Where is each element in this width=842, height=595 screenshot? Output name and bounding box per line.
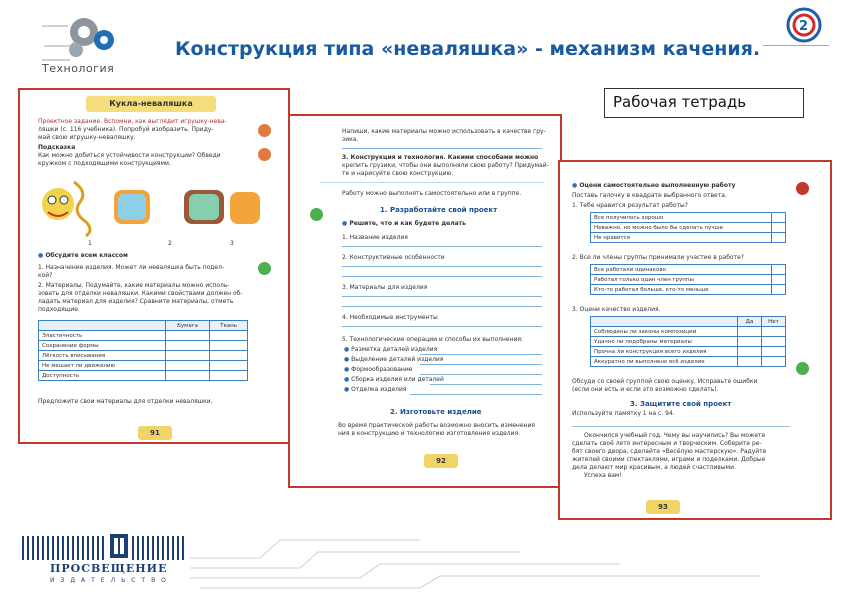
table-cell: Аккуратно ли выполнено всё изделие [591, 357, 738, 367]
checkbox-cell[interactable] [772, 233, 786, 243]
workbook-page-91 [18, 88, 290, 444]
ruled-line [342, 246, 542, 247]
star-icon [310, 208, 323, 221]
checkbox-cell[interactable] [738, 337, 762, 347]
page1-hint: Подсказка [38, 144, 76, 151]
table-cell: Работал только один член группы [591, 275, 772, 285]
svg-text:2: 2 [799, 19, 809, 34]
table-cell: Прочна ли конструкция всего изделия [591, 347, 738, 357]
page-number: 91 [138, 426, 172, 440]
checkbox-cell[interactable] [210, 351, 248, 361]
checkbox-cell[interactable] [772, 285, 786, 295]
materials-table [38, 320, 248, 381]
page3-line: (если они есть и если это возможно сделать). [572, 386, 719, 393]
make-heading: 2. Изготовьте изделие [390, 408, 482, 416]
table-cell: Сохранение формы [39, 341, 166, 351]
page1-line: кружком с подходящими конструкциями. [38, 160, 171, 167]
table-cell: Эластичность [39, 331, 166, 341]
page3-line: Обсуди со своей группой свою оценку. Исправьте ошибки [572, 378, 758, 385]
checkbox-cell[interactable] [738, 357, 762, 367]
defend-heading: 3. Защитите свой проект [630, 400, 732, 408]
page1-line: Как можно добиться устойчивости конструкции? Обведи [38, 152, 221, 159]
table-header: Бумага [166, 321, 210, 331]
checkbox-cell[interactable] [762, 357, 786, 367]
table-row [591, 265, 786, 275]
title-divider [763, 45, 829, 46]
page1-line: май свою игрушку-неваляшку. [38, 134, 136, 141]
page1-banner: Кукла-неваляшка [86, 96, 216, 112]
table-header: Ткань [210, 321, 248, 331]
checkbox-cell[interactable] [166, 371, 210, 381]
table-cell: Не мешает ли движению [39, 361, 166, 371]
table-row [591, 233, 786, 243]
page1-line: ладать материал для изделия? Сравните материалы, отметь [38, 298, 234, 305]
final-text: дела делают мир красивым, а людей счастливыми. [572, 464, 736, 471]
table-cell: Неважно, но можно было бы сделать лучше [591, 223, 772, 233]
page1-line: ляшки (с. 116 учебника). Попробуй изобразить. Приду- [38, 126, 214, 133]
page-number: 93 [646, 500, 680, 514]
final-text: Успеха вам! [584, 472, 622, 479]
checkbox-cell[interactable] [772, 223, 786, 233]
ruled-line [342, 306, 542, 307]
project-heading: 1. Разработайте свой проект [380, 206, 498, 214]
ruled-line [420, 364, 542, 365]
table-cell: Все работали одинаково [591, 265, 772, 275]
page-title: Конструкция типа «неваляшка» - механизм качения. [175, 38, 761, 60]
operation-item: ● Формообразование [344, 366, 412, 374]
project-item: 5. Технологические операции и способы их выполнения: [342, 336, 524, 343]
page3-line: Используйте памятку 1 на с. 94. [572, 410, 675, 417]
checkbox-cell[interactable] [772, 265, 786, 275]
ruled-line [342, 276, 542, 277]
project-item: 4. Необходимые инструменты [342, 314, 438, 321]
ruled-line [410, 394, 542, 395]
table-cell: Кто-то работал больше, кто-то меньше [591, 285, 772, 295]
ruled-line [342, 326, 542, 327]
ruled-line [342, 296, 542, 297]
page1-line: зовать для отделки неваляшки. Какими свойствами должен об- [38, 290, 243, 297]
page2-line: Напиши, какие материалы можно использовать в качестве гру- [342, 128, 546, 135]
final-text: Окончился учебный год. Чему вы научились? Вы можете [584, 432, 766, 439]
checkbox-cell[interactable] [166, 361, 210, 371]
project-item: 2. Конструктивные особенности [342, 254, 445, 261]
publisher-name: ПРОСВЕЩЕНИЕ [50, 562, 168, 575]
work-note: Работу можно выполнять самостоятельно или в группе. [342, 190, 522, 197]
q1-table [590, 212, 786, 243]
page-number: 92 [424, 454, 458, 468]
figure-label: 2 [168, 240, 172, 247]
checkbox-cell[interactable] [210, 331, 248, 341]
star-badge-icon [796, 182, 809, 195]
table-row [591, 357, 786, 367]
question: 1. Тебе нравится результат работы? [572, 202, 688, 209]
page2-section: 3. Конструкция и технология. Какими способами можно [342, 154, 539, 161]
checkbox-cell[interactable] [762, 327, 786, 337]
checkbox-cell[interactable] [166, 341, 210, 351]
magnifier-icon [258, 148, 271, 161]
ruled-line [342, 266, 542, 267]
table-row [591, 285, 786, 295]
table-row [39, 341, 248, 351]
checkbox-cell[interactable] [738, 347, 762, 357]
table-row [39, 371, 248, 381]
page3-line: Поставь галочку в квадрате выбранного ответа. [572, 192, 727, 199]
q2-table [590, 264, 786, 295]
ruled-line [320, 182, 544, 183]
table-header [39, 321, 166, 331]
page1-line: 1. Назначение изделия. Может ли неваляшка быть подел- [38, 264, 225, 271]
final-text: бят своего двора, сделайте «Весёлую мастерскую». Радуйте [572, 448, 767, 455]
gears-logo-icon [40, 6, 124, 64]
ruled-line [572, 426, 790, 427]
checkbox-cell[interactable] [210, 341, 248, 351]
figure-label: 3 [230, 240, 234, 247]
star-icon [796, 362, 809, 375]
page1-bottom-text: Предложите свои материалы для отделки неваляшки. [38, 398, 213, 405]
corner-logo-icon [782, 6, 826, 44]
page1-line: Проектное задание. Вспомни, как выглядит игрушку-нева- [38, 118, 227, 125]
final-text: сделать своё лето интересным и творческим. Соберите ре- [572, 440, 762, 447]
table-row [591, 327, 786, 337]
table-cell: Удачно ли подобраны материалы [591, 337, 738, 347]
workbook-label: Рабочая тетрадь [604, 88, 804, 118]
page2-line: те и нарисуйте свою конструкцию. [342, 170, 454, 177]
book-icon [258, 124, 271, 137]
q3-table [590, 316, 786, 367]
table-row [39, 331, 248, 341]
publisher-subtitle: ИЗДАТЕЛЬСТВО [50, 577, 172, 584]
page1-line: кой? [38, 272, 53, 279]
operation-item: ● Разметка деталей изделия [344, 346, 437, 354]
table-row [591, 347, 786, 357]
table-row [39, 361, 248, 371]
final-text: жителей своими спектаклями, играми и поделками. Добрые [572, 456, 766, 463]
page2-line: Во время практической работы возможно вносить изменения [338, 422, 535, 429]
table-header: Нет [762, 317, 786, 327]
self-check-heading: ● Оцени самостоятельно выполненную работу [572, 182, 735, 190]
table-cell: Лёгкость вписывания [39, 351, 166, 361]
table-header [591, 317, 738, 327]
question: 2. Все ли члены группы принимали участие в работе? [572, 254, 744, 261]
checkbox-cell[interactable] [762, 337, 786, 347]
decide-heading: ● Решите, что и как будете делать [342, 220, 466, 228]
checkbox-cell[interactable] [166, 331, 210, 341]
checkbox-cell[interactable] [772, 213, 786, 223]
table-row [591, 275, 786, 285]
page2-line: зика. [342, 136, 359, 143]
table-cell: Соблюдены ли законы композиции [591, 327, 738, 337]
page1-line: подходящие. [38, 306, 80, 313]
ruled-line [420, 354, 542, 355]
table-row [591, 223, 786, 233]
question: 3. Оцени качество изделия. [572, 306, 661, 313]
ruled-line [420, 374, 542, 375]
figure-label: 1 [88, 240, 92, 247]
table-row [591, 337, 786, 347]
project-item: 1. Название изделия [342, 234, 408, 241]
star-icon [258, 262, 271, 275]
table-cell: Не нравится [591, 233, 772, 243]
subject-label: Технология [42, 62, 115, 75]
operation-item: ● Отделка изделия [344, 386, 407, 394]
checkbox-cell[interactable] [166, 351, 210, 361]
table-row [591, 213, 786, 223]
discuss-heading: ● Обсудите всем классом [38, 252, 128, 260]
page2-line: ния в конструкцию и технологию изготовления изделия. [338, 430, 521, 437]
tumbler-figures-icon [34, 172, 264, 240]
page2-line: крепить грузики, чтобы они выполняли свою работу? Придумай- [342, 162, 549, 169]
checkbox-cell[interactable] [772, 275, 786, 285]
operation-item: ● Выделение деталей изделия [344, 356, 443, 364]
page1-line: 2. Материалы. Подумайте, какие материалы можно исполь- [38, 282, 230, 289]
checkbox-cell[interactable] [738, 327, 762, 337]
table-row [39, 351, 248, 361]
checkbox-cell[interactable] [210, 371, 248, 381]
table-cell: Доступность [39, 371, 166, 381]
ruled-line [342, 148, 542, 149]
project-item: 3. Материалы для изделия [342, 284, 428, 291]
checkbox-cell[interactable] [210, 361, 248, 371]
workbook-page-93 [558, 160, 832, 520]
operation-item: ● Сборка изделия или деталей [344, 376, 444, 384]
ruled-line [430, 384, 542, 385]
workbook-page-92 [288, 114, 562, 488]
table-cell: Все получилось хорошо [591, 213, 772, 223]
table-header: Да [738, 317, 762, 327]
checkbox-cell[interactable] [762, 347, 786, 357]
